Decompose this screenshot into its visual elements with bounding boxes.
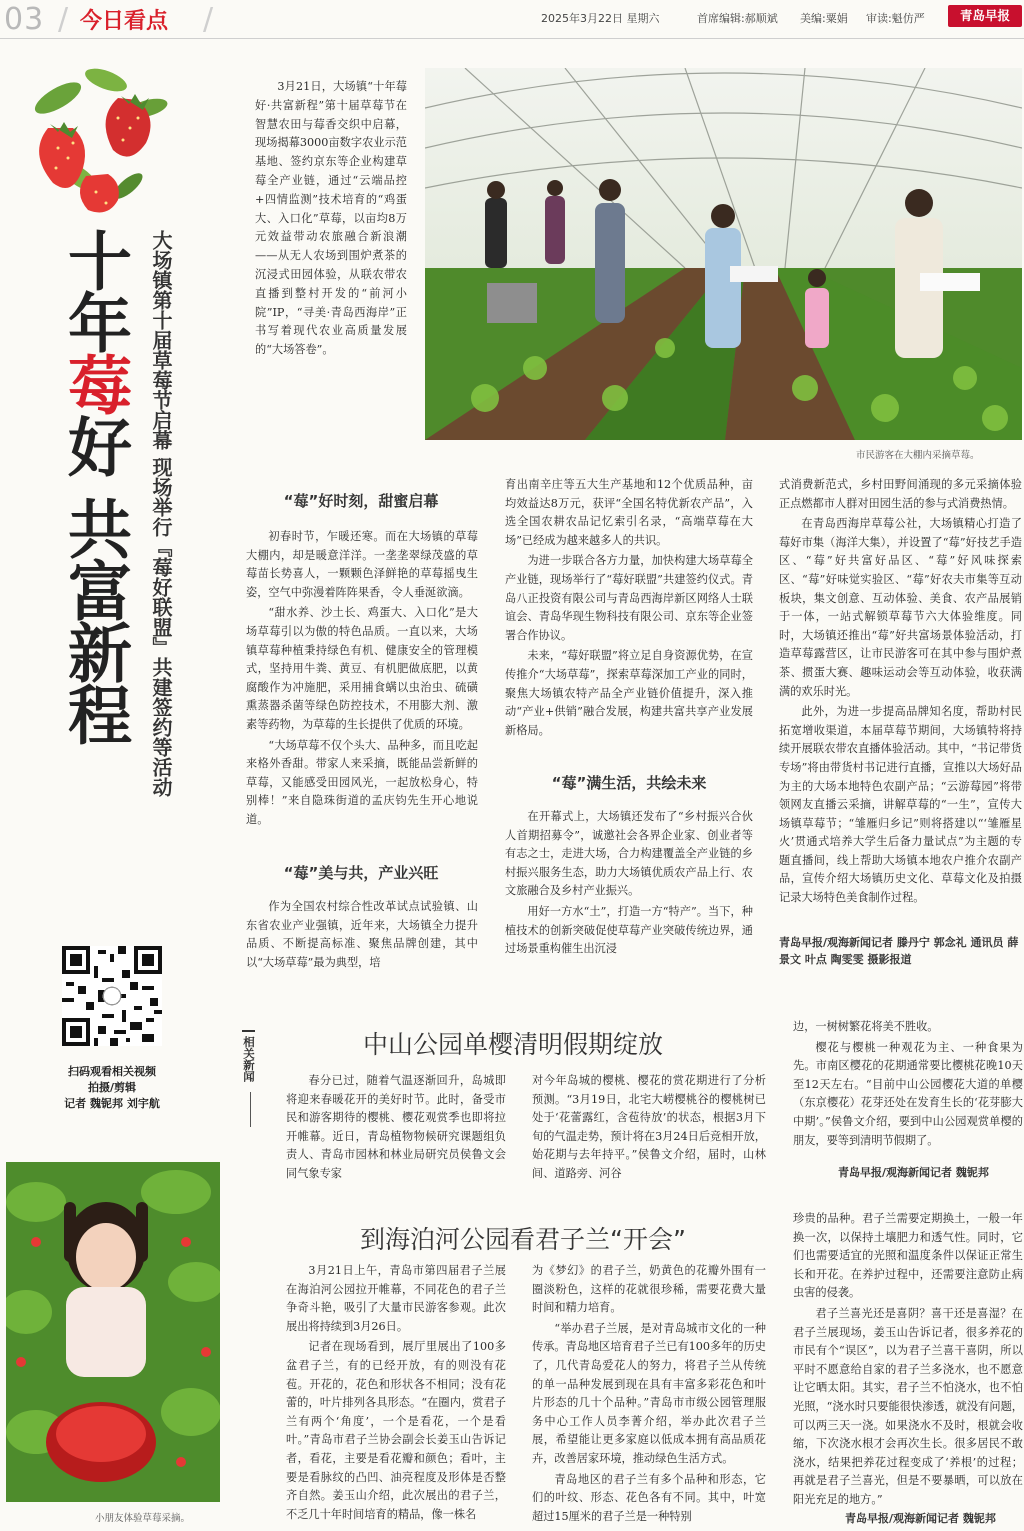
section-title: 今日看点 xyxy=(80,9,169,34)
headline-part-1: 十年 xyxy=(57,228,131,352)
qr-credit-role: 拍摄/剪辑 xyxy=(87,1081,137,1094)
qr-caption-block xyxy=(20,1064,204,1112)
child-photo-illustration xyxy=(6,1162,220,1502)
brand-logo: 青岛早报 xyxy=(948,5,1022,27)
paragraph: “甜水养、沙土长、鸡蛋大、入口化”是大场草莓引以为傲的特色品质。一直以来，大场镇草莓种植秉持绿色有机、健康安全的管理模式，坚持用牛粪、黄豆、有机肥做底肥，以黄腐酸作为冲施肥，采用捕食螨以虫治虫、硫磺熏蒸器杀菌等绿色防控技术，不用膨大剂、激素等药物，为草莓的生长提供了优质的环境。 xyxy=(246,606,478,731)
header-divider xyxy=(0,38,1024,39)
related-news-label: 相关新闻 xyxy=(242,1030,255,1082)
article-column-1b xyxy=(246,898,478,972)
paragraph: 作为全国农村综合性改革试点试验镇、山东省农业产业强镇，近年来，大场镇全力提升品质、不断提高标准、聚焦品牌创建，其中以“大场草莓”最为典型，培 xyxy=(246,900,478,969)
paragraph: 君子兰喜光还是喜阴？喜干还是喜湿？在君子兰展现场，姜玉山告诉记者，很多养花的市民有个“误区”，以为君子兰喜干喜阴，所以平时不愿意给自家的君子兰多浇水，也不愿意让它晒太阳。其实，君子兰不怕浇水，也不怕光照，“浇水时只要能很快渗透，就没有问题，可以两三天一浇。如果浇水不及时，根就会收缩，下次浇水根才会再次生长。很多居民不敢浇水，结果把养花过程变成了‘养根’的过程；再就是君子兰喜光，但是不要暴晒，可以放在阳光充足的地方。” xyxy=(793,1306,1023,1506)
story2-column-2 xyxy=(532,1262,766,1526)
related-news-rule xyxy=(250,1092,251,1127)
sub-headline: 大场镇第十届草莓节启幕 现场举行『莓好联盟』共建签约等活动 xyxy=(149,230,173,797)
story1-headline[interactable]: 中山公园单樱清明假期绽放 xyxy=(363,1030,664,1059)
qr-code[interactable] xyxy=(62,946,162,1046)
article-column-2a xyxy=(505,476,753,760)
strawberry-illustration xyxy=(18,58,178,218)
child-photo-caption: 小朋友体验草莓采摘。 xyxy=(95,1513,191,1524)
main-photo-caption: 市民游客在大棚内采摘草莓。 xyxy=(856,450,980,461)
article-byline: 青岛早报/观海新闻记者 滕丹宁 郭念礼 通讯员 薛景文 叶点 陶雯雯 摄影报道 xyxy=(779,936,1019,966)
story1-column-1 xyxy=(286,1072,506,1184)
qr-credit-names: 记者 魏铌邦 刘宇航 xyxy=(64,1097,160,1110)
paragraph: 用好一方水“土”，打造一方“特产”。当下，种植技术的创新突破促使草莓产业突破传统边界，通过场景重构催生出沉浸 xyxy=(505,904,753,956)
paragraph: 珍贵的品种。君子兰需要定期换土，一般一年换一次，以保持土壤肥力和透气性。同时，它们也需要适宜的光照和温度条件以保证正常生长和开花。在养护过程中，还需要注意防止病虫害的侵袭。 xyxy=(793,1212,1023,1300)
page-number: 03 xyxy=(4,2,45,37)
paragraph: 为《梦幻》的君子兰，奶黄色的花瓣外围有一圈淡粉色，这样的花就很珍稀，需要花费大量时间和精力培育。 xyxy=(532,1264,766,1315)
paragraph: 在青岛西海岸草莓公社，大场镇精心打造了莓好市集（海洋大集），并设置了“莓”好技艺手造区、“莓”好共富好品区、“莓”好风味探索区、“莓”好味觉实验区、“莓”好农夫市集等互动板块，集文创意、互动体验、美食、农产品展销于一体，一站式解锁草莓节六大体验维度。同时，大场镇还推出“莓”好共富场景体验活动，打造草莓露营区，让市民游客可在其中参与围炉煮茶、掼蛋大赛、趣味运动会等互动体验，收获满满的欢乐时光。 xyxy=(779,517,1022,698)
intro-paragraph: 3月21日，大场镇“十年莓好·共富新程”第十届草莓节在智慧农田与莓香交织中启幕，现场揭幕3000亩数字农业示范基地、签约京东等企业构建草莓全产业链，通过“云端品控+四情监测”技术培育的“鸡蛋大、入口化”草莓，以亩均8万元效益带动农旅融合新浪潮——从无人农场到围炉煮茶的沉浸式田园体验，从联农带农直播到整村开发的“前河小院”IP，“寻美·青岛西海岸”正书写着现代农业高质量发展的“大场答卷”。 xyxy=(255,80,407,357)
headline-red-character: 莓 xyxy=(57,352,131,414)
headline-part-2: 好 共富新程 xyxy=(57,414,131,745)
child-photo xyxy=(6,1162,220,1502)
paragraph: 樱花与樱桃一种观花为主、一种食果为先。市南区樱花的花期通常要比樱桃花晚10天至12天左右。“目前中山公园樱花大道的单樱（东京樱花）花芽还处在发育生长的‘花芽膨大中期’。”侯鲁文介绍，要到中山公园观赏单樱的朋友，要等到清明节假期了。 xyxy=(793,1040,1023,1147)
story1-byline: 青岛早报/观海新闻记者 魏铌邦 xyxy=(838,1166,989,1179)
strawberry-fruit-1 xyxy=(39,122,85,188)
main-photo xyxy=(425,68,1022,440)
paragraph: 对今年岛城的樱桃、樱花的赏花期进行了分析预测。“3月19日，北宅大崂樱桃谷的樱桃树已处于‘花蕾露红，含苞待放’的状态，根据3月下旬的气温走势，预计将在3月24日后竞相开放，始花期与去年持平。”侯鲁文介绍，届时，山林间、道路旁、河谷 xyxy=(532,1074,766,1180)
story2-column-1 xyxy=(286,1262,506,1526)
story2-column-3 xyxy=(793,1210,1023,1506)
story2-headline[interactable]: 到海泊河公园看君子兰“开会” xyxy=(360,1225,686,1254)
subheading-2: “莓”美与共，产业兴旺 xyxy=(283,864,439,882)
chief-editor: 首席编辑:郝顺斌 xyxy=(697,12,778,25)
proofreader: 审读:魁仿严 xyxy=(866,12,925,25)
paragraph: 初春时节，乍暖还寒。而在大场镇的草莓大棚内，却是暖意洋洋。一垄垄翠绿茂盛的草莓苗长势喜人，一颗颗色泽鲜艳的草莓摇曳生姿，空气中弥漫着阵阵果香，令人垂涎欲滴。 xyxy=(246,530,478,599)
story1-column-3 xyxy=(793,1018,1023,1163)
story1-column-2 xyxy=(532,1072,766,1184)
qr-code-image xyxy=(62,946,162,1046)
paragraph: 记者在现场看到，展厅里展出了100多盆君子兰，有的已经开放，有的则没有花苞。开花的，花色和形状各不相同；没有花蕾的，叶片排列各具形态。“在圈内，赏君子兰有两个‘角度’，一个是看花，一个是看叶。”青岛市君子兰协会副会长姜玉山告诉记者，看花，主要是看花瓣和颜色；看叶，主要是看脉纹的凸凹、油亮程度及形体是否整齐自然。姜玉山介绍，此次展出的君子兰，不乏几十年时间培育的精品，像一株名 xyxy=(286,1340,506,1521)
paragraph: “大场草莓不仅个头大、品种多，而且吃起来格外香甜。带家人来采摘，既能品尝新鲜的草莓，又能感受田园风光，一起放松身心，特别棒！”来自隐珠街道的孟庆钧先生开心地说道。 xyxy=(246,738,478,826)
paragraph: “举办君子兰展，是对青岛城市文化的一种传承。青岛地区培育君子兰已有100多年的历史了，几代青岛爱花人的努力，将君子兰从传统的单一品种发展到现在具有丰富多彩花色和叶片形态的几十个品种。”青岛市市级公园管理服务中心工作人员李菁介绍，举办此次君子兰展，希望能让更多家庭以低成本拥有高品质花卉，改善居家环境，推动绿色生活方式。 xyxy=(532,1321,766,1465)
art-editor: 美编:粟娟 xyxy=(800,12,848,25)
strawberry-fruit-3 xyxy=(80,174,119,212)
article-column-1a xyxy=(246,528,478,848)
main-headline xyxy=(58,228,130,744)
article-column-2b xyxy=(505,808,753,972)
paragraph: 3月21日上午，青岛市第四届君子兰展在海泊河公园拉开帷幕，不同花色的君子兰争奇斗艳，吸引了大量市民游客参观。此次展出将持续到3月26日。 xyxy=(286,1264,506,1333)
greenhouse-photo-illustration xyxy=(425,68,1022,440)
paragraph: 为进一步联合各方力量，加快构建大场草莓全产业链，现场举行了“莓好联盟”共建签约仪式。青岛八正投资有限公司与青岛西海岸新区网络人士联谊会、青岛华现生物科技有限公司、京东等企业签署合作协议。 xyxy=(505,554,753,642)
paragraph: 边，一树树繁花将美不胜收。 xyxy=(793,1020,939,1033)
subheading-3: “莓”满生活，共绘未来 xyxy=(551,774,707,792)
paragraph: 未来，“莓好联盟”将立足自身资源优势，在宣传推介“大场草莓”，探索草莓深加工产业的同时，聚焦大场镇农特产品全产业链价值提升，深入推动“产业+供销”融合发展，构建共富共享产业发展新格局。 xyxy=(505,649,753,737)
paragraph: 在开幕式上，大场镇还发布了“乡村振兴合伙人首期招募令”，诚邀社会各界企业家、创业者等有志之士，走进大场，合力构建覆盖全产业链的乡村振兴服务生态，助力大场镇优质农产品上行、农文旅融合及乡村产业振兴。 xyxy=(505,810,753,898)
subheading-1: “莓”好时刻，甜蜜启幕 xyxy=(283,492,439,510)
paragraph: 育出南辛庄等五大生产基地和12个优质品种，亩均效益达8万元，获评“全国名特优新农产品”，入选全国农耕农品记忆索引名录，“高端草莓在大场”已经成为越来越多人的共识。 xyxy=(505,478,753,547)
paragraph: 春分已过，随着气温逐渐回升，岛城即将迎来春暖花开的美好时节。此时，备受市民和游客期待的樱桃、樱花观赏季也即将拉开帷幕。近日，青岛植物物候研究课题组负责人、青岛市园林和林业局研究员侯鲁文会同气象专家 xyxy=(286,1074,506,1180)
paragraph: 青岛地区的君子兰有多个品种和形态，它们的叶纹、形态、花色各有不同。其中，叶宽超过15厘米的君子兰是一种特别 xyxy=(532,1472,766,1523)
section-slash: / xyxy=(203,2,214,37)
story2-byline: 青岛早报/观海新闻记者 魏铌邦 xyxy=(845,1512,996,1525)
issue-date: 2025年3月22日 星期六 xyxy=(541,12,660,25)
paragraph: 式消费新范式，乡村田野间涌现的多元采摘体验正点燃都市人群对田园生活的参与式消费热情。 xyxy=(779,478,1022,510)
article-column-3 xyxy=(779,476,1022,934)
paragraph: 此外，为进一步提高品牌知名度，帮助村民拓宽增收渠道，本届草莓节期间，大场镇特将持续开展联农带农直播体验活动。其中，“书记带货专场”将由带货村书记进行直播，宣推以大场好品为主的大场本地特色农副产品；“云游莓园”将带领网友直播云采摘，讲解草莓的“一生”，宣传大场镇草莓节；“雏雁归乡记”则将搭建以“‘雏雁星火’贯通式培养大学生后备力量试点”为主题的专题直播间，线上帮助大场镇本地农户推介农副产品，宣传介绍大场镇历史文化、草莓文化及拍摄记录大场特色美食制作过程。 xyxy=(779,705,1022,905)
strawberry-fruit-2 xyxy=(106,94,151,157)
qr-caption: 扫码观看相关视频 xyxy=(68,1065,156,1078)
page-number-slash: / xyxy=(58,2,69,37)
